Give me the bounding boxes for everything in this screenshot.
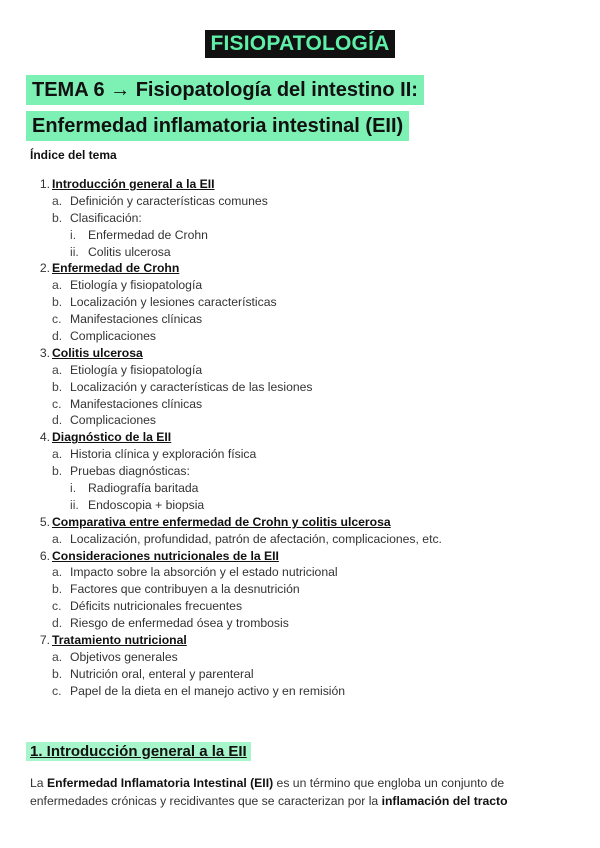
toc-section xyxy=(30,261,590,278)
toc-section-number: 1. xyxy=(39,177,50,191)
toc-item-letter: a. xyxy=(52,362,63,377)
toc-item xyxy=(30,684,590,701)
tema-title-line-2: Enfermedad inflamatoria intestinal (EII) xyxy=(26,111,409,141)
para-bold-term: inflamación del tracto xyxy=(381,794,508,808)
toc-section-number: 3. xyxy=(39,345,50,360)
toc-item-letter: c. xyxy=(52,396,62,411)
toc-item-letter: c. xyxy=(52,683,62,698)
toc-item-text: Localización, profundidad, patrón de afectación, complicaciones, etc. xyxy=(70,531,442,546)
toc-subitem-numeral: ii. xyxy=(70,244,79,259)
toc-subitem-numeral: ii. xyxy=(70,497,79,512)
toc-item xyxy=(30,211,590,228)
toc-item-text: Historia clínica y exploración física xyxy=(70,447,257,462)
toc-item-text: Localización y lesiones características xyxy=(70,295,277,310)
toc-item-text: Manifestaciones clínicas xyxy=(70,396,203,411)
toc-section-number: 7. xyxy=(39,633,50,648)
toc-item-text: Nutrición oral, enteral y parenteral xyxy=(70,666,254,681)
toc-item xyxy=(30,312,590,329)
toc-item-letter: a. xyxy=(52,531,63,546)
toc-subitem-numeral: i. xyxy=(70,227,77,242)
toc-section xyxy=(30,549,590,566)
toc-item xyxy=(30,599,590,616)
toc-item xyxy=(30,616,590,633)
toc-subitem-text: Radiografía baritada xyxy=(88,481,199,496)
section-heading-container xyxy=(26,742,251,761)
main-title: FISIOPATOLOGÍA xyxy=(205,30,396,58)
toc-item-text: Déficits nutricionales frecuentes xyxy=(70,599,243,614)
toc-section xyxy=(30,346,590,363)
toc-subitem-numeral: i. xyxy=(70,481,77,496)
toc-subitem xyxy=(30,481,590,498)
toc-item-letter: c. xyxy=(52,312,62,327)
toc-item-text: Complicaciones xyxy=(70,329,157,344)
toc-item-letter: a. xyxy=(52,447,63,462)
main-title-container xyxy=(0,30,600,58)
toc-section-number: 6. xyxy=(39,548,50,563)
toc-item-letter: d. xyxy=(52,329,63,344)
toc-item-letter: b. xyxy=(52,210,63,225)
toc-item xyxy=(30,667,590,684)
toc-item-letter: a. xyxy=(52,278,63,293)
toc-section xyxy=(30,430,590,447)
toc-section xyxy=(30,633,590,650)
toc-section-number: 5. xyxy=(39,514,50,529)
para-bold-term: Enfermedad Inflamatoria Intestinal (EII) xyxy=(46,776,274,790)
toc-item-letter: b. xyxy=(52,379,63,394)
toc-item-text: Manifestaciones clínicas xyxy=(70,312,203,327)
index-heading: Índice del tema xyxy=(30,148,117,162)
toc-item-text: Impacto sobre la absorción y el estado nutricional xyxy=(70,565,338,580)
toc-section xyxy=(30,177,590,194)
toc-subitem xyxy=(30,498,590,515)
table-of-contents xyxy=(30,177,590,701)
toc-item-text: Clasificación: xyxy=(70,210,142,225)
toc-section-title: Comparativa entre enfermedad de Crohn y colitis ulcerosa xyxy=(52,514,391,529)
toc-item-text: Localización y características de las lesiones xyxy=(70,379,313,394)
toc-item xyxy=(30,532,590,549)
section-1-heading: 1. Introducción general a la EII xyxy=(26,742,251,761)
toc-item xyxy=(30,447,590,464)
toc-subitem xyxy=(30,245,590,262)
intro-paragraph xyxy=(30,774,570,810)
toc-item-text: Objetivos generales xyxy=(70,649,178,664)
toc-item xyxy=(30,582,590,599)
toc-item xyxy=(30,363,590,380)
toc-item xyxy=(30,278,590,295)
toc-section-title: Diagnóstico de la EII xyxy=(52,430,172,445)
toc-item-letter: b. xyxy=(52,464,63,479)
toc-item xyxy=(30,380,590,397)
toc-subitem-text: Endoscopia + biopsia xyxy=(88,497,205,512)
toc-item-letter: c. xyxy=(52,599,62,614)
toc-item-letter: b. xyxy=(52,666,63,681)
toc-item-letter: a. xyxy=(52,193,63,208)
toc-item-letter: a. xyxy=(52,565,63,580)
toc-item-letter: a. xyxy=(52,649,63,664)
toc-section-title: Colitis ulcerosa xyxy=(52,345,143,360)
toc-subitem-text: Enfermedad de Crohn xyxy=(88,227,208,242)
toc-item-text: Complicaciones xyxy=(70,413,157,428)
toc-item-text: Pruebas diagnósticas: xyxy=(70,464,190,479)
toc-section-number: 4. xyxy=(39,430,50,445)
toc-section-title: Consideraciones nutricionales de la EII xyxy=(52,548,279,563)
toc-item-text: Factores que contribuyen a la desnutrición xyxy=(70,582,300,597)
toc-item-text: Etiología y fisiopatología xyxy=(70,278,203,293)
toc-item xyxy=(30,397,590,414)
tema-title-line-1: TEMA 6 → Fisiopatología del intestino II: xyxy=(26,75,424,105)
toc-item-text: Definición y características comunes xyxy=(70,193,268,208)
tema-title xyxy=(26,75,424,141)
toc-item xyxy=(30,650,590,667)
toc-section-title: Enfermedad de Crohn xyxy=(52,261,180,276)
toc-item xyxy=(30,295,590,312)
toc-item-text: Etiología y fisiopatología xyxy=(70,362,203,377)
toc-section xyxy=(30,515,590,532)
toc-section-title: Introducción general a la EII xyxy=(52,177,215,191)
toc-item xyxy=(30,194,590,211)
toc-item-text: Papel de la dieta en el manejo activo y en remisión xyxy=(70,683,346,698)
toc-item-letter: d. xyxy=(52,616,63,631)
toc-item xyxy=(30,329,590,346)
toc-item xyxy=(30,565,590,582)
toc-section-title: Tratamiento nutricional xyxy=(52,633,187,648)
toc-item xyxy=(30,464,590,481)
para-text: es un término que engloba un conjunto de enfermedades crónicas y recidivantes que se caracterizan por la xyxy=(30,776,505,808)
toc-item xyxy=(30,413,590,430)
toc-item-letter: b. xyxy=(52,582,63,597)
toc-item-letter: b. xyxy=(52,295,63,310)
toc-item-letter: d. xyxy=(52,413,63,428)
toc-subitem-text: Colitis ulcerosa xyxy=(88,244,171,259)
para-text: La xyxy=(30,776,47,790)
toc-item-text: Riesgo de enfermedad ósea y trombosis xyxy=(70,616,289,631)
toc-subitem xyxy=(30,228,590,245)
toc-section-number: 2. xyxy=(39,261,50,276)
